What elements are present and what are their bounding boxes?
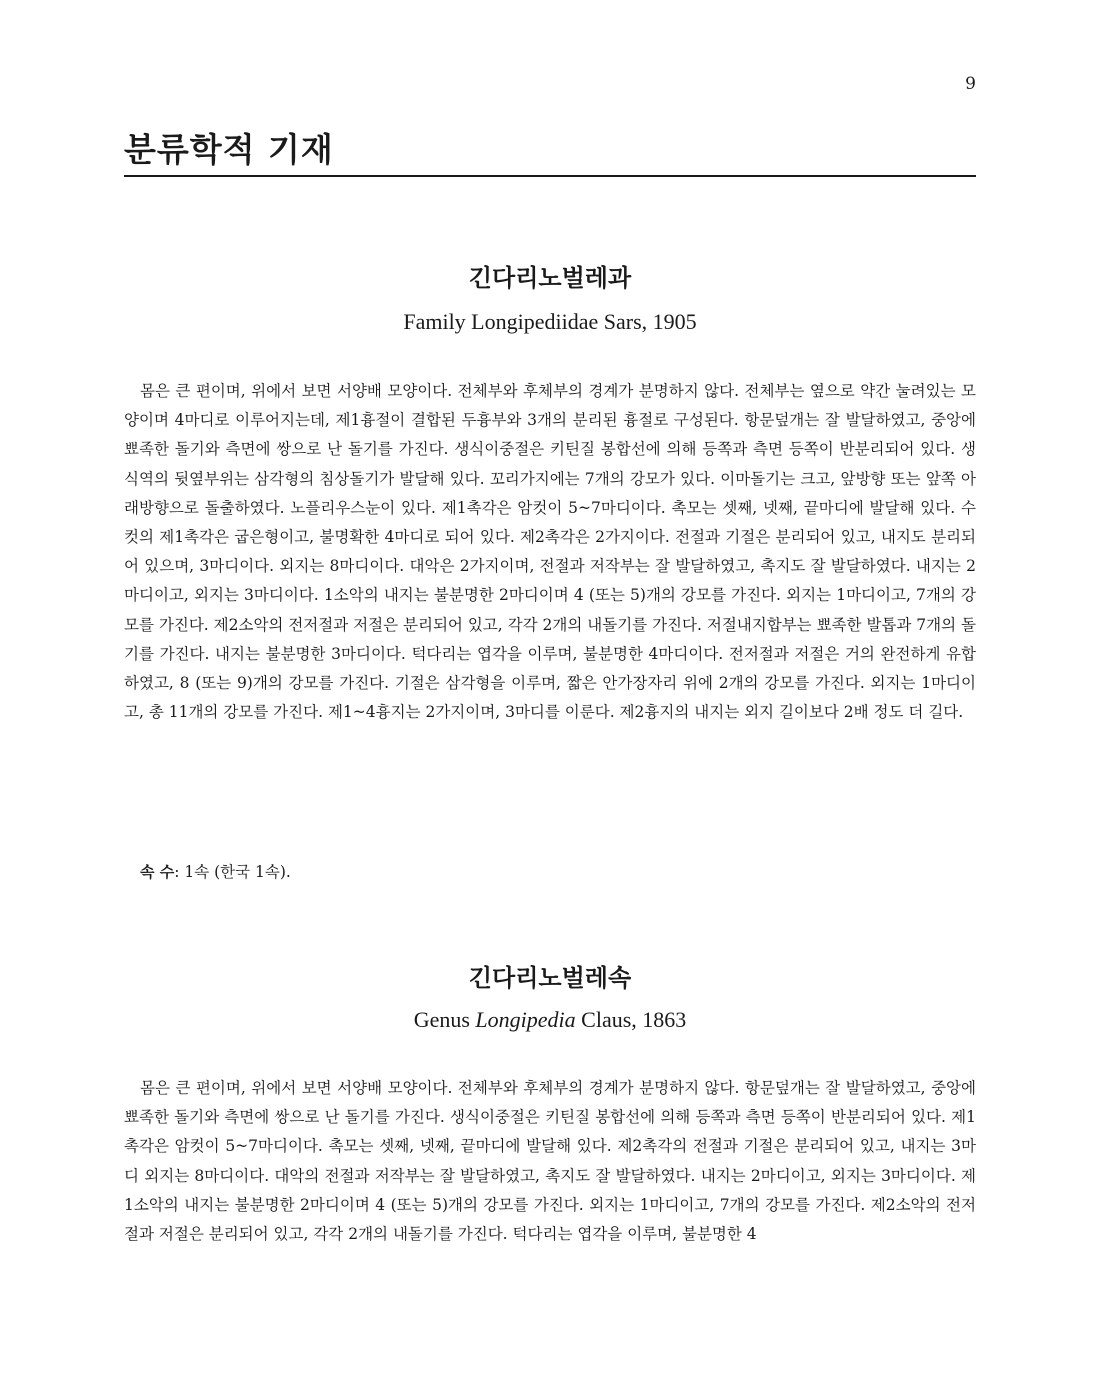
genus-description: 몸은 큰 편이며, 위에서 보면 서양배 모양이다. 전체부와 후체부의 경계가 분명하지 않다. 항문덮개는 잘 발달하였고, 중앙에 뾰족한 돌기와 측면에 쌍으로 난 돌기를 가진다. 생식이중절은 키틴질 봉합선에 의해 등쪽과 측면 등쪽이 반분리되어 있다. 제1촉각은 암컷이 5~7마디이다. 촉모는 셋째, 넷째, 끝마디에 발달해 있다. 제2촉각의 전절과 기절은 분리되어 있고, 내지는 3마디 외지는 8마디이다. 대악의 전절과 저작부는 잘 발달하였고, 촉지도 잘 발달하였다. 내지는 2마디이고, 외지는 3마디이다. 제1소악의 내지는 불분명한 2마디이며 4 (또는 5)개의 강모를 가진다. 외지는 1마디이고, 7개의 강모를 가진다. 제2소악의 전저절과 저절은 분리되어 있고, 각각 2개의 내돌기를 가진다. 턱다리는 엽각을 이루며, 불분명한 4 (124, 1079, 976, 1244)
genus-title-korean: 긴다리노벌레속 (468, 964, 632, 992)
family-title-korean: 긴다리노벌레과 (468, 264, 632, 292)
page-number: 9 (965, 74, 976, 94)
genus-title-prefix: Genus (413, 1007, 476, 1032)
genera-count (140, 858, 291, 886)
chapter-title: 분류학적 기재 (124, 130, 334, 169)
genus-title-latin (124, 1006, 976, 1034)
genus-title-suffix: Claus, 1863 (575, 1007, 687, 1032)
genera-count-label: 속 수 (140, 863, 175, 881)
genus-title-italic-name: Longipedia (475, 1007, 576, 1032)
family-title-latin: Family Longipediidae Sars, 1905 (403, 309, 697, 334)
genera-count-value: : 1속 (한국 1속). (174, 863, 291, 881)
family-description: 몸은 큰 편이며, 위에서 보면 서양배 모양이다. 전체부와 후체부의 경계가 분명하지 않다. 전체부는 옆으로 약간 눌려있는 모양이며 4마디로 이루어지는데, 제1흉절이 결합된 두흉부와 3개의 분리된 흉절로 구성된다. 항문덮개는 잘 발달하였고, 중앙에 뾰족한 돌기와 측면에 쌍으로 난 돌기를 가진다. 생식이중절은 키틴질 봉합선에 의해 등쪽과 측면 등쪽이 반분리되어 있다. 생식역의 뒷옆부위는 삼각형의 침상돌기가 발달해 있다. 꼬리가지에는 7개의 강모가 있다. 이마돌기는 크고, 앞방향 또는 앞쪽 아래방향으로 돌출하였다. 노플리우스눈이 있다. 제1촉각은 암컷이 5~7마디이다. 촉모는 셋째, 넷째, 끝마디에 발달해 있다. 수컷의 제1촉각은 굽은형이고, 불명확한 4마디로 되어 있다. 제2촉각은 2가지이다. 전절과 기절은 분리되어 있고, 내지도 분리되어 있으며, 3마디이다. 외지는 8마디이다. 대악은 2가지이며, 전절과 저작부는 잘 발달하였고, 촉지도 잘 발달하였다. 내지는 2마디이고, 외지는 3마디이다. 1소악의 내지는 불분명한 2마디이며 4 (또는 5)개의 강모를 가진다. 외지는 1마디이고, 7개의 강모를 가진다. 제2소악의 전저절과 저절은 분리되어 있고, 각각 2개의 내돌기를 가진다. 저절내지합부는 뾰족한 발톱과 7개의 돌기를 가진다. 내지는 불분명한 3마디이다. 턱다리는 엽각을 이루며, 불분명한 4마디이다. 전저절과 저절은 거의 완전하게 유합하였고, 8 (또는 9)개의 강모를 가진다. 기절은 삼각형을 이루며, 짧은 안가장자리 위에 2개의 강모를 가진다. 외지는 1마디이고, 총 11개의 강모를 가진다. 제1~4흉지는 2가지이며, 3마디를 이룬다. 제2흉지의 내지는 외지 길이보다 2배 정도 더 길다. (124, 382, 976, 722)
chapter-title-rule (124, 175, 976, 177)
